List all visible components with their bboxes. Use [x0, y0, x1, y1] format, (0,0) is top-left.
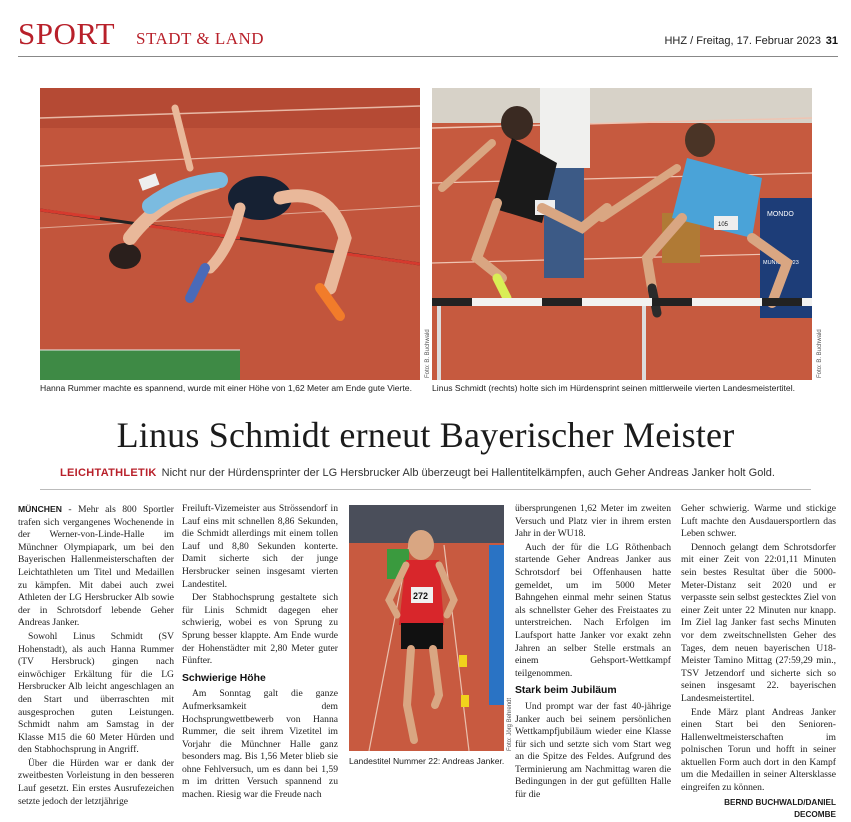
photo-credit-left: Foto: B. Buchwald	[425, 329, 431, 378]
paragraph: Auch der für die LG Röthenbach startende Geher Andreas Janker aus Schrotsdorf bei Offenhausen hatte gemeldet, um im 5000 Meter Bahngehen einmal mehr seinen Status als schnellster Geher des Freistaates zu unterstreichen. Nach Erfolgen im Laufsport hatte Janker vor exakt zehn Jahren an selber Stelle erstmals an einem Gehsport-Wettkampf teilgenommen.	[515, 541, 671, 679]
photo-caption-left: Hanna Rummer machte es spannend, wurde mit einer Höhe von 1,62 Meter am Ende gute Vierte.	[40, 383, 412, 393]
paragraph: Und prompt war der fast 40-jährige Janker auch bei seinem persönlichen Wettkampfjubiläum wieder eine Klasse für sich und setzte sich vom Start weg an die Spitze des Feldes. Aufgrund des Terminierung am Nachmittag waren die Bedingungen in der gut gefüllten Halle für die	[515, 700, 671, 801]
article-column-4	[681, 503, 836, 822]
bib-walker: 272	[413, 591, 429, 601]
paragraph: Ende März plant Andreas Janker einen Start bei den Senioren-Hallenweltmeisterschaften im polnischen Torun und hofft in seiner aktuellen Form auch dort in den Kampf um die Medaillen in seiner Altersklasse eingreifen zu können.	[681, 706, 836, 794]
kicker: LEICHTATHLETIK	[60, 467, 157, 479]
header-divider	[18, 56, 838, 57]
paragraph: Am Sonntag galt die ganze Aufmerksamkeit dem Hochsprungwettbewerb von Hanna Rummer, die seit ihrem Vizetitel im Vorjahr die Münchner Halle ganz besonders mag. Bis 1,56 Meter blieb sie ohne Fehlversuch, um es dann bei 1,59 m im dritten Versuch spannend zu machen. Riesig war die Freude nach	[182, 688, 338, 801]
paragraph: Über die Hürden war er dank der zweitbesten Vorleistung in den besseren Lauf gesetzt. Ein erstes Ausrufezeichen setzte jedoch der letztjährige	[18, 757, 174, 807]
paragraph: Der Stabhochsprung gestaltete sich für Linis Schmidt dagegen eher schwierig, wobei es von Sprung zu Sprung besser klappte. Am Ende wurde der Hohenstädter mit 2,80 Meter guter Fünfter.	[182, 592, 338, 667]
page-number: 31	[825, 35, 838, 47]
subheadline-divider	[40, 489, 811, 490]
photo-credit-right: Foto: B. Buchwald	[817, 329, 823, 378]
section-subhead: Stark beim Jubiläum	[515, 685, 617, 697]
photo-caption-inline: Landestitel Nummer 22: Andreas Janker.	[349, 756, 505, 766]
paragraph: MÜNCHEN - Mehr als 800 Sportler trafen sich vergangenes Wochenende in der Werner-von-Linde-Halle im Münchner Olympiapark, um bei den Bayerischen Hallenmeisterschaften der Leichtathleten um Titel und Medaillen zu kämpfen. Mit dabei auch zwei Athleten der LG Hersbrucker Alb sowie der in Schrotsdorf lebende Geher Andreas Janker.	[18, 504, 174, 629]
paragraph: Geher schwierig. Warme und stickige Luft machte den Ausdauersportlern das Leben schwer.	[681, 503, 836, 540]
section-title: SPORT	[18, 16, 116, 51]
paragraph: Freiluft-Vizemeister aus Strössendorf in Lauf eins mit schnellen 8,86 Sekunden, die Schmidt allerdings mit einem tollen Lauf und 8,80 Sekunden konterte. Damit sicherte sich der junge Hersbrucker seinen insgesamt vierten Landestitel.	[182, 503, 338, 590]
article-column-1	[18, 503, 174, 809]
sign-mondo: MONDO	[767, 211, 794, 218]
photo-high-jump	[40, 88, 420, 380]
section-subhead: Schwierige Höhe	[182, 672, 266, 684]
paragraph: Sowohl Linus Schmidt (SV Hohenstadt), als auch Hanna Rummer (TV Hersbruck) gingen nach einwöchiger Erkältung für die LG Hersbrucker Alb leicht angeschlagen an den Start und überraschten mit ausgesprochen guten Leistungen. Schmidt nahm am Samstag in der Klasse M15 die 60 Meter Hürden und den Stabhochsprung in Angriff.	[18, 630, 174, 756]
sign-munich: MUNICH 2023	[763, 260, 799, 266]
dateline: MÜNCHEN	[18, 504, 62, 514]
photo-credit-inline: Foto: Jörg Behrendt	[507, 697, 513, 751]
bib-right: 105	[718, 222, 729, 228]
section-subtitle: STADT & LAND	[136, 29, 265, 48]
headline: Linus Schmidt erneut Bayerischer Meister	[116, 415, 735, 455]
photo-race-walker	[349, 505, 504, 751]
issue-date: HHZ / Freitag, 17. Februar 2023	[664, 35, 821, 47]
article-column-3	[515, 503, 671, 803]
paragraph: übersprungenen 1,62 Meter im zweiten Versuch und Platz vier in ihrem ersten Jahr in der WU18.	[515, 503, 671, 540]
photo-hurdles	[432, 88, 812, 380]
article-column-2	[182, 503, 338, 803]
subheadline-line	[60, 467, 775, 479]
byline: BERND BUCHWALD/DANIEL DECOMBE	[724, 797, 836, 820]
photo-caption-right: Linus Schmidt (rechts) holte sich im Hürdensprint seinen mittlerweile vierten Landesmeistertitel.	[432, 383, 795, 393]
subheadline: Nicht nur der Hürdensprinter der LG Hersbrucker Alb überzeugt bei Hallentitelkämpfen, auch Geher Andreas Janker holt Gold.	[161, 467, 775, 479]
bib-left: 202	[537, 207, 548, 213]
paragraph: Dennoch gelangt dem Schrotsdorfer mit einer Zeit von 22:01,11 Minuten sein bestes Resultat über die 5000-Meter-Distanz seit 2020 und er verpasste sein selbst gestecktes Ziel von einer Zeit unter 22 Minuten nur knapp. Im Ziel lag Janker fast sechs Minuten vor dem zweitschnellsten Geher des Tages, dem neuen bayerischen U18-Meister Tamino Mittag (27:59,29 min., TSV Jetzendorf und sicherte sich so seinen insgesamt 22. bayerischen Landesmeistertitel.	[681, 541, 836, 704]
